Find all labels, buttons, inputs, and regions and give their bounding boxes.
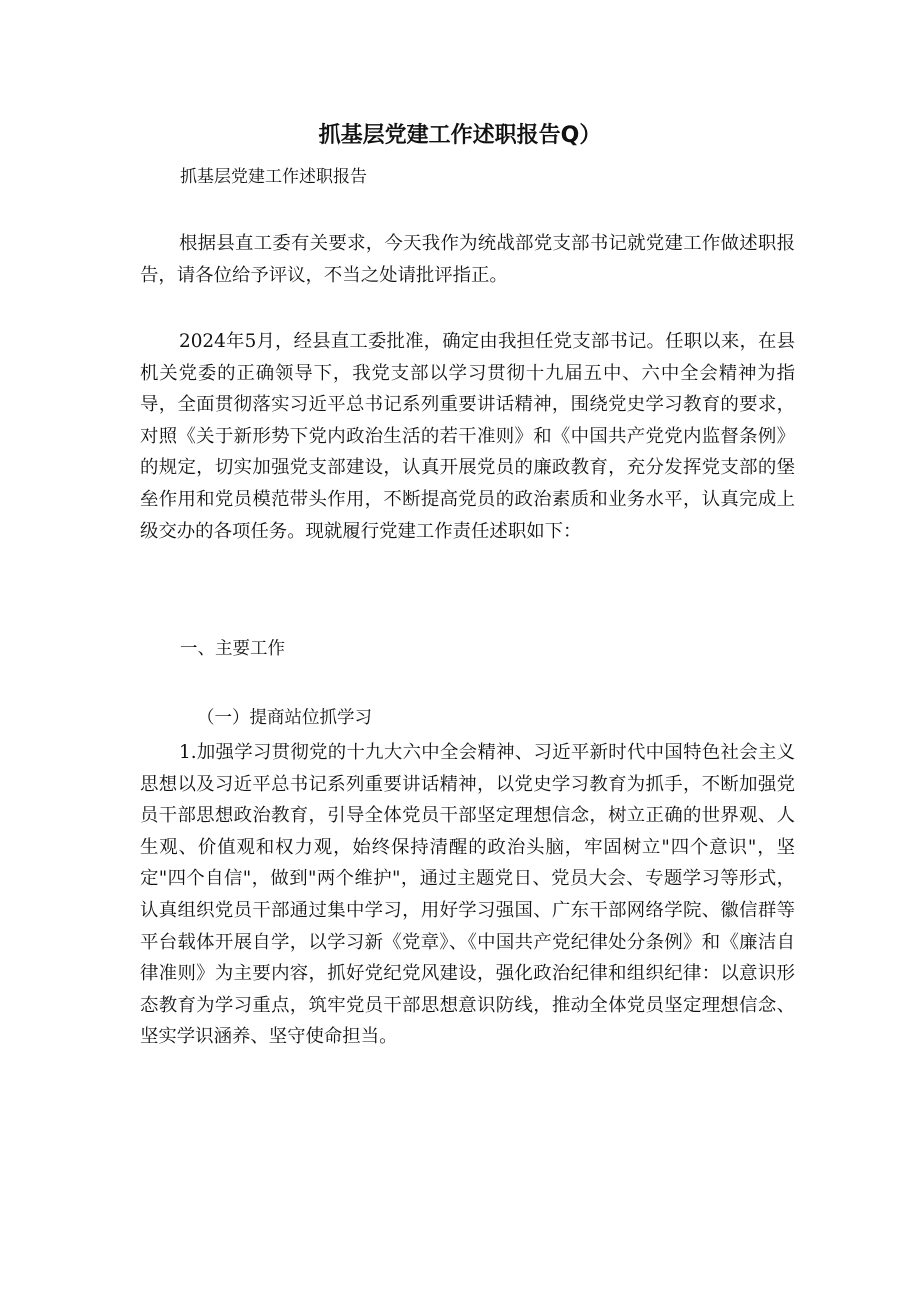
paragraph-intro: 根据县直工委有关要求，今天我作为统战部党支部书记就党建工作做述职报告，请各位给予评议，不当之处请批评指正。 bbox=[140, 233, 795, 286]
section-heading-main-work: 一、主要工作 bbox=[180, 639, 285, 659]
paragraph-background: 2024年5月，经县直工委批准，确定由我担任党支部书记。任职以来，在县机关党委的正确领导下，我党支部以学习贯彻十九届五中、六中全会精神为指导，全面贯彻落实习近平总书记系列重要讲话精神，围绕党史学习教育的要求，对照《关于新形势下党内政治生活的若干准则》和《中国共产党党内监督条例》的规定，切实加强党支部建设，认真开展党员的廉政教育，充分发挥党支部的堡垒作用和党员模范带头作用，不断提高党员的政治素质和业务水平，认真完成上级交办的各项任务。现就履行党建工作责任述职如下： bbox=[140, 331, 795, 542]
subsection-heading-study: （一）提商站位抓学习 bbox=[197, 708, 372, 728]
paragraph-study-item-1: 1.加强学习贯彻党的十九大六中全会精神、习近平新时代中国特色社会主义思想以及习近平总书记系列重要讲话精神，以党史学习教育为抓手，不断加强党员干部思想政治教育，引导全体党员干部坚定理想信念，树立正确的世界观、人生观、价值观和权力观，始终保持清醒的政治头脑，牢固树立"四个意识"，坚定"四个自信"，做到"两个维护"，通过主题党日、党员大会、专题学习等形式，认真组织党员干部通过集中学习，用好学习强国、广东干部网络学院、徽信群等平台载体开展自学，以学习新《党章》、《中国共产党纪律处分条例》和《廉洁自律准则》为主要内容，抓好党纪党风建设，强化政治纪律和组织纪律：以意识形态教育为学习重点，筑牢党员干部思想意识防线，推动全体党员坚定理想信念、坚实学识涵养、坚守使命担当。 bbox=[140, 742, 795, 1048]
document-title: 抓基层党建工作述职报告Q） bbox=[318, 123, 602, 148]
document-subtitle: 抓基层党建工作述职报告 bbox=[180, 167, 367, 187]
